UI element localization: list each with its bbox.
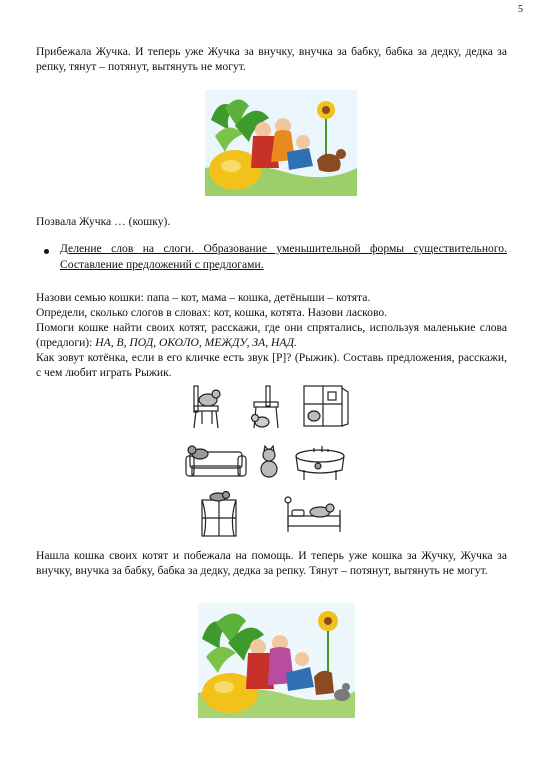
picture-cat-under-chair xyxy=(240,382,292,432)
picture-cat-on-bed xyxy=(282,492,346,536)
paragraph-2: Позвала Жучка … (кошку). xyxy=(36,215,171,228)
picture-sitting-cat xyxy=(255,443,283,479)
illustration-turnip-dog xyxy=(205,90,357,196)
picture-cat-behind-sofa xyxy=(180,438,250,482)
paragraph-1: Прибежала Жучка. И теперь уже Жучка за внучку, внучка за бабку, бабка за дедку, дедка за репку, тянут – потянут, вытянуть не могут. xyxy=(36,45,507,73)
illustration-turnip-cat xyxy=(198,603,355,718)
picture-cat-in-cupboard xyxy=(298,382,350,432)
picture-cat-on-window xyxy=(196,490,242,540)
paragraph-6: Как зовут котёнка, если в его кличке есть звук [Р]? (Рыжик). Составь предложения, расскажи, с чем любит играть Рыжик. xyxy=(36,351,507,379)
prepositions-list: НА, В, ПОД, ОКОЛО, МЕЖДУ, ЗА, НАД. xyxy=(95,336,297,349)
bullet-topic: Деление слов на слоги. Образование уменьшительной формы существительного. Составление предложений с предлогами. xyxy=(60,242,507,271)
picture-cat-on-chair xyxy=(180,382,232,432)
page-number: 5 xyxy=(518,4,523,15)
picture-cat-under-table xyxy=(292,440,348,482)
paragraph-5-text: Помоги кошке найти своих котят, расскажи, где они спрятались, используя маленькие слова (предлоги): xyxy=(36,321,507,349)
bullet-icon xyxy=(44,249,49,254)
paragraph-7: Нашла кошка своих котят и побежала на помощь. И теперь уже кошка за Жучку, Жучка за внучку, внучка за бабку, бабка за дедку, дедка за репку. Тянут – потянут, вытянуть не могут. xyxy=(36,549,507,577)
paragraph-5 xyxy=(36,320,507,350)
paragraph-3: Назови семью кошки: папа – кот, мама – кошка, детёныши – котята. xyxy=(36,291,371,304)
paragraph-4: Определи, сколько слогов в словах: кот, кошка, котята. Назови ласково. xyxy=(36,306,388,319)
